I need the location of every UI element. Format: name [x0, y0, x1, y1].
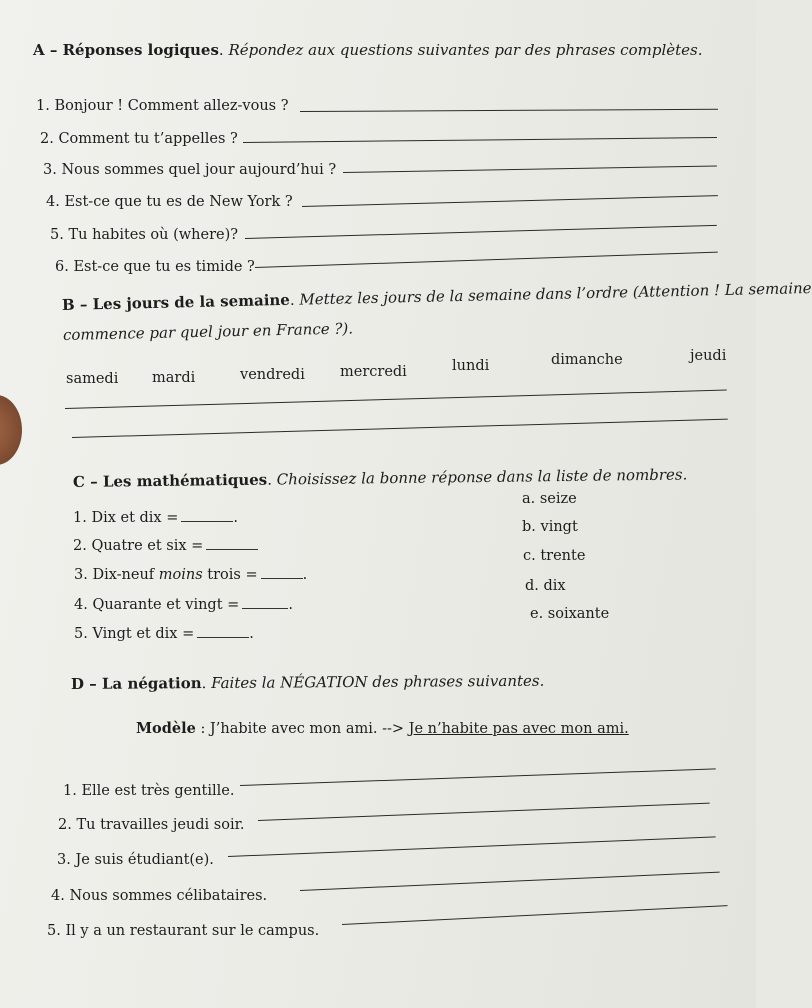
day-mardi: mardi: [152, 370, 196, 386]
math-question-4-text: 4. Quarante et vingt =: [74, 597, 240, 613]
model-label: Modèle: [136, 720, 196, 737]
negation-sentence-3: 3. Je suis étudiant(e).: [57, 852, 214, 868]
math-option-a: a. seize: [522, 491, 577, 507]
question-a5: 5. Tu habites où (where)?: [50, 227, 239, 243]
day-jeudi: jeudi: [690, 348, 727, 364]
question-a1: 1. Bonjour ! Comment allez-vous ?: [36, 98, 289, 114]
question-a4: 4. Est-ce que tu es de New York ?: [46, 194, 293, 210]
section-c-label: C – Les mathématiques: [72, 470, 268, 491]
math-question-3-text: 3. Dix-neuf: [74, 567, 155, 583]
math-blank-3[interactable]: [261, 568, 303, 579]
negation-sentence-4: 4. Nous sommes célibataires.: [51, 888, 268, 904]
question-a6: 6. Est-ce que tu es timide ?: [55, 259, 255, 275]
day-lundi: lundi: [452, 358, 490, 374]
day-mercredi: mercredi: [340, 364, 407, 380]
math-question-1: 1. Dix et dix = .: [73, 510, 238, 526]
section-b-heading: B – Les jours de la semaine. Mettez les jours de la semaine dans l’ordre (Attention ! La semaine: [61, 278, 812, 314]
section-b-instruction-2: commence par quel jour en France ?).: [62, 319, 354, 344]
math-question-5: 5. Vingt et dix = .: [74, 626, 254, 642]
section-c-heading: C – Les mathématiques. Choisissez la bonne réponse dans la liste de nombres.: [72, 465, 688, 491]
section-b-label: B – Les jours de la semaine: [61, 290, 291, 314]
math-option-b: b. vingt: [522, 519, 578, 535]
question-a3: 3. Nous sommes quel jour aujourd’hui ?: [43, 162, 337, 178]
math-question-3-italic: moins: [158, 567, 203, 583]
math-question-5-text: 5. Vingt et dix =: [74, 626, 195, 642]
section-d-instruction: Faites la NÉGATION des phrases suivantes.: [211, 671, 545, 693]
negation-sentence-2: 2. Tu travailles jeudi soir.: [58, 817, 245, 833]
day-dimanche: dimanche: [551, 352, 623, 368]
math-question-1-text: 1. Dix et dix =: [73, 510, 179, 526]
math-question-2-text: 2. Quatre et six =: [73, 538, 204, 554]
model-answer: Je n’habite pas avec mon ami.: [408, 721, 629, 737]
section-a-heading: A – Réponses logiques. Répondez aux questions suivantes par des phrases complètes.: [33, 41, 703, 59]
day-samedi: samedi: [66, 371, 119, 387]
section-d-heading: D – La négation. Faites la NÉGATION des phrases suivantes.: [70, 671, 545, 693]
math-question-4: 4. Quarante et vingt = .: [74, 597, 293, 613]
section-a-instruction: Répondez aux questions suivantes par des phrases complètes.: [228, 41, 703, 59]
negation-sentence-5: 5. Il y a un restaurant sur le campus.: [47, 923, 320, 939]
negation-sentence-1: 1. Elle est très gentille.: [63, 783, 235, 799]
math-blank-4[interactable]: [242, 598, 288, 609]
section-c-instruction: Choisissez la bonne réponse dans la liste de nombres.: [276, 465, 688, 489]
section-b-instruction: Mettez les jours de la semaine dans l’ordre (Attention ! La semaine: [299, 278, 812, 309]
math-blank-1[interactable]: [181, 511, 233, 522]
question-a2: 2. Comment tu t’appelles ?: [40, 131, 238, 147]
section-d-label: D – La négation: [70, 674, 202, 693]
section-a-label: A – Réponses logiques: [33, 41, 219, 59]
model-sentence: [136, 720, 629, 737]
math-question-2: [73, 538, 258, 554]
math-blank-2[interactable]: [206, 539, 258, 550]
math-option-c: c. trente: [523, 548, 586, 564]
math-option-d: d. dix: [525, 578, 566, 594]
math-question-3: 3. Dix-neuf moins trois = .: [74, 567, 308, 583]
model-text: : J’habite avec mon ami. -->: [200, 721, 405, 737]
math-blank-5[interactable]: [197, 627, 249, 638]
math-option-e: e. soixante: [530, 606, 610, 622]
math-question-3-rest: trois =: [207, 567, 258, 583]
day-vendredi: vendredi: [240, 367, 305, 383]
